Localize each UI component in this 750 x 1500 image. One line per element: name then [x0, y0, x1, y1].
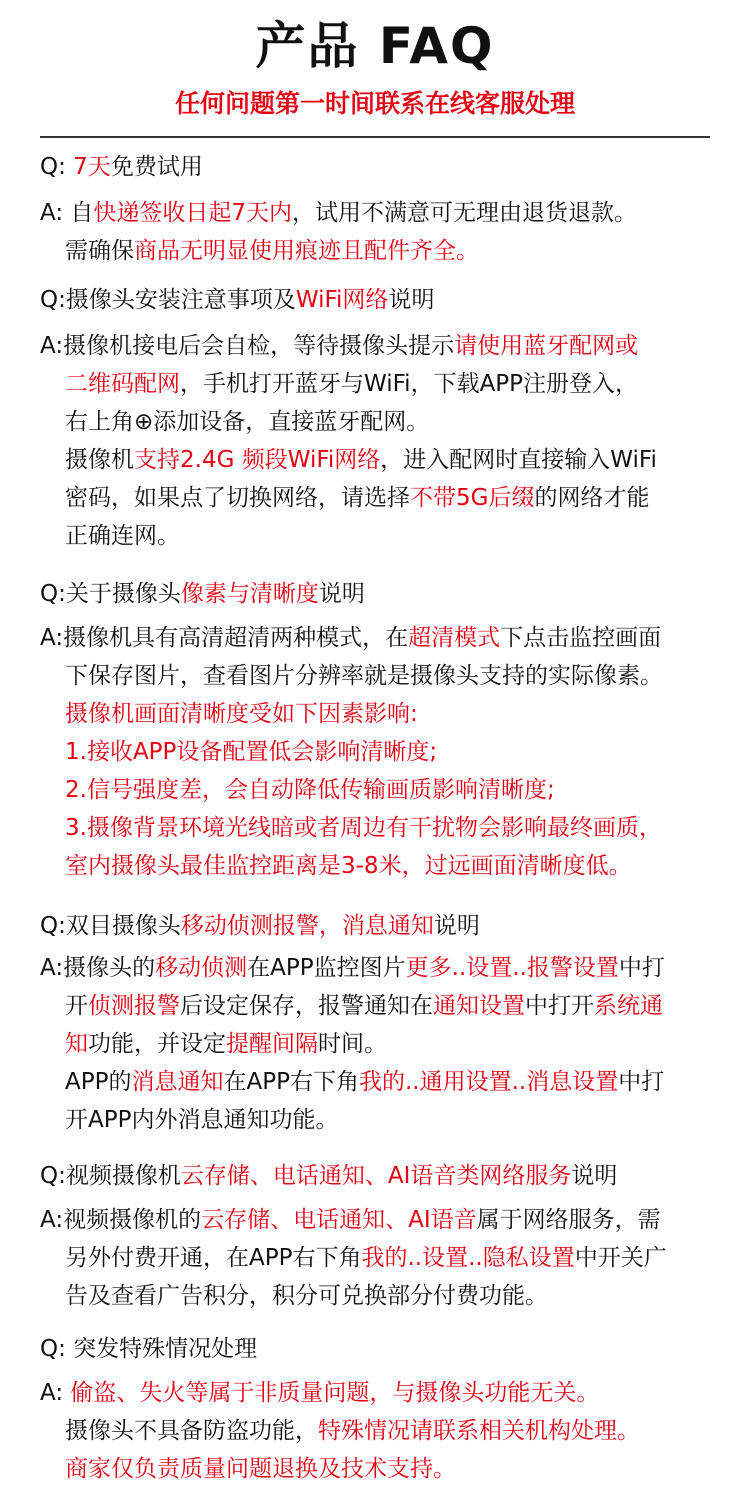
- faq-question: [40, 907, 730, 945]
- faq-answer-line: [40, 1063, 730, 1101]
- faq-answer-line: [40, 232, 730, 270]
- faq-answer-line: [40, 517, 730, 555]
- text-segment: 告及查看广告积分，积分可兑换部分付费功能。: [65, 1283, 548, 1309]
- faq-question: [40, 575, 730, 613]
- faq-answer-line: [40, 403, 730, 441]
- faq-answer-line: [40, 1412, 730, 1450]
- faq-install: [40, 281, 730, 555]
- text-segment: 功能，并设定: [88, 1031, 226, 1057]
- faq-answer-line: [40, 657, 730, 695]
- text-segment: 中打: [618, 955, 665, 981]
- text-segment: ，手机打开蓝牙与WiFi，下载APP注册登入，: [180, 371, 639, 397]
- highlighted-text: 侦测报警: [88, 993, 180, 1019]
- highlighted-text: 移动侦测: [155, 955, 248, 981]
- page-subtitle: 任何问题第一时间联系在线客服处理: [174, 89, 575, 118]
- highlighted-text: 我的..设置..隐私设置: [361, 1245, 575, 1271]
- highlighted-text: 更多..设置..报警设置: [405, 955, 619, 981]
- faq-answer-line: [40, 327, 730, 365]
- faq-question: [40, 1330, 730, 1368]
- highlighted-text: 知: [65, 1031, 88, 1057]
- highlighted-text: 室内摄像头最佳监控距离是3-8米，过远画面清晰度低。: [65, 853, 632, 879]
- text-segment: 属于网络服务，需: [476, 1207, 661, 1233]
- faq-answer-line: [40, 987, 730, 1025]
- highlighted-text: 像素与清晰度: [180, 581, 319, 607]
- text-segment: 右上角⊕添加设备，直接蓝牙配网。: [65, 409, 430, 435]
- text-segment: 说明: [388, 287, 435, 313]
- faq-answer-line: [40, 771, 730, 809]
- highlighted-text: 7天: [73, 154, 111, 180]
- text-segment: 后设定保存，报警通知在: [180, 993, 433, 1019]
- highlighted-text: 超清模式: [408, 625, 501, 651]
- faq-answer-line: [40, 847, 730, 885]
- highlighted-text: 云存储、电话通知、AI语音: [201, 1207, 477, 1233]
- text-segment: 说明: [571, 1163, 618, 1189]
- text-segment: 在APP右下角: [223, 1069, 359, 1095]
- text-segment: ，试用不满意可无理由退货退款。: [292, 200, 638, 226]
- highlighted-text: 消息通知: [131, 1069, 224, 1095]
- faq-question: [40, 281, 730, 319]
- highlighted-text: 摄像机画面清晰度受如下因素影响:: [65, 701, 418, 727]
- text-segment: 摄像机: [65, 447, 134, 473]
- faq-pixels: [40, 575, 730, 885]
- text-segment: 开APP内外消息通知功能。: [65, 1107, 339, 1133]
- text-segment: A:摄像机具有高清超清两种模式，在: [40, 625, 409, 651]
- title-divider: [40, 136, 710, 138]
- text-segment: Q:摄像头安装注意事项及: [40, 287, 296, 313]
- highlighted-text: 商家仅负责质量问题退换及技术支持。: [65, 1456, 456, 1482]
- text-segment: 开: [65, 993, 88, 1019]
- text-segment: 正确连网。: [65, 523, 180, 549]
- text-segment: 中开关广: [574, 1245, 667, 1271]
- faq-answer-line: [40, 365, 730, 403]
- highlighted-text: 特殊情况请联系相关机构处理。: [318, 1418, 640, 1444]
- faq-answer-line: [40, 809, 730, 847]
- faq-answer-line: [40, 479, 730, 517]
- text-segment: Q: 突发特殊情况处理: [40, 1336, 258, 1362]
- faq-motion: [40, 907, 730, 1139]
- text-segment: 中打开: [525, 993, 594, 1019]
- text-segment: 的网络才能: [534, 485, 650, 511]
- faq-answer-line: [40, 1025, 730, 1063]
- text-segment: 需确保: [65, 238, 134, 264]
- text-segment: 说明: [433, 913, 480, 939]
- highlighted-text: 3.摄像背景环境光线暗或者周边有干扰物会影响最终画质，: [65, 815, 662, 841]
- faq-answer-line: [40, 1450, 730, 1488]
- faq-answer-line: [40, 194, 730, 232]
- text-segment: 中打: [618, 1069, 665, 1095]
- text-segment: 免费试用: [110, 154, 203, 180]
- highlighted-text: 商品无明显使用痕迹且配件齐全。: [134, 238, 479, 264]
- text-segment: A:: [40, 1380, 71, 1406]
- text-segment: 密码，如果点了切换网络，请选择: [65, 485, 410, 511]
- text-segment: A: 自: [40, 200, 94, 226]
- page-title: 产品 FAQ: [255, 17, 495, 75]
- highlighted-text: 移动侦测报警，消息通知: [180, 913, 434, 939]
- highlighted-text: 我的..通用设置..消息设置: [358, 1069, 619, 1095]
- faq-question: [40, 1157, 730, 1195]
- highlighted-text: 通知设置: [433, 993, 525, 1019]
- highlighted-text: 偷盗、失火等属于非质量问题，与摄像头功能无关。: [70, 1380, 600, 1406]
- highlighted-text: 1.接收APP设备配置低会影响清晰度;: [65, 739, 438, 765]
- text-segment: Q:: [40, 154, 74, 180]
- text-segment: Q:双目摄像头: [40, 913, 181, 939]
- faq-cloud: [40, 1157, 730, 1315]
- text-segment: 在APP监控图片: [247, 955, 406, 981]
- faq-special: [40, 1330, 730, 1488]
- text-segment: A:摄像头的: [40, 955, 156, 981]
- faq-answer-line: [40, 1277, 730, 1315]
- text-segment: APP的: [65, 1069, 132, 1095]
- faq-trial: [40, 148, 730, 270]
- highlighted-text: 二维码配网: [65, 371, 180, 397]
- highlighted-text: 2.信号强度差，会自动降低传输画质影响清晰度;: [65, 777, 555, 803]
- text-segment: 摄像头不具备防盗功能，: [65, 1418, 318, 1444]
- faq-answer-line: [40, 695, 730, 733]
- highlighted-text: 不带5G后缀: [410, 485, 535, 511]
- highlighted-text: 支持2.4G 频段WiFi网络: [134, 447, 381, 473]
- text-segment: A:摄像机接电后会自检，等待摄像头提示: [40, 333, 455, 359]
- text-segment: 说明: [318, 581, 365, 607]
- faq-answer-line: [40, 1374, 730, 1412]
- text-segment: Q:关于摄像头: [40, 581, 181, 607]
- faq-answer-line: [40, 619, 730, 657]
- highlighted-text: 请使用蓝牙配网或: [454, 333, 639, 359]
- text-segment: A:视频摄像机的: [40, 1207, 202, 1233]
- faq-answer-line: [40, 1239, 730, 1277]
- faq-answer-line: [40, 1201, 730, 1239]
- text-segment: 下点击监控画面: [500, 625, 662, 651]
- faq-answer-line: [40, 441, 730, 479]
- highlighted-text: 提醒间隔: [226, 1031, 318, 1057]
- highlighted-text: 系统通: [594, 993, 663, 1019]
- text-segment: 时间。: [318, 1031, 387, 1057]
- faq-question: [40, 148, 730, 186]
- faq-answer-line: [40, 733, 730, 771]
- faq-answer-line: [40, 949, 730, 987]
- text-segment: 下保存图片，查看图片分辨率就是摄像头支持的实际像素。: [65, 663, 663, 689]
- text-segment: Q:视频摄像机: [40, 1163, 181, 1189]
- highlighted-text: 快递签收日起7天内: [93, 200, 293, 226]
- text-segment: 另外付费开通，在APP右下角: [65, 1245, 362, 1271]
- highlighted-text: 云存储、电话通知、AI语音类网络服务: [180, 1163, 572, 1189]
- highlighted-text: WiFi网络: [295, 287, 389, 313]
- text-segment: ，进入配网时直接输入WiFi: [380, 447, 657, 473]
- faq-answer-line: [40, 1101, 730, 1139]
